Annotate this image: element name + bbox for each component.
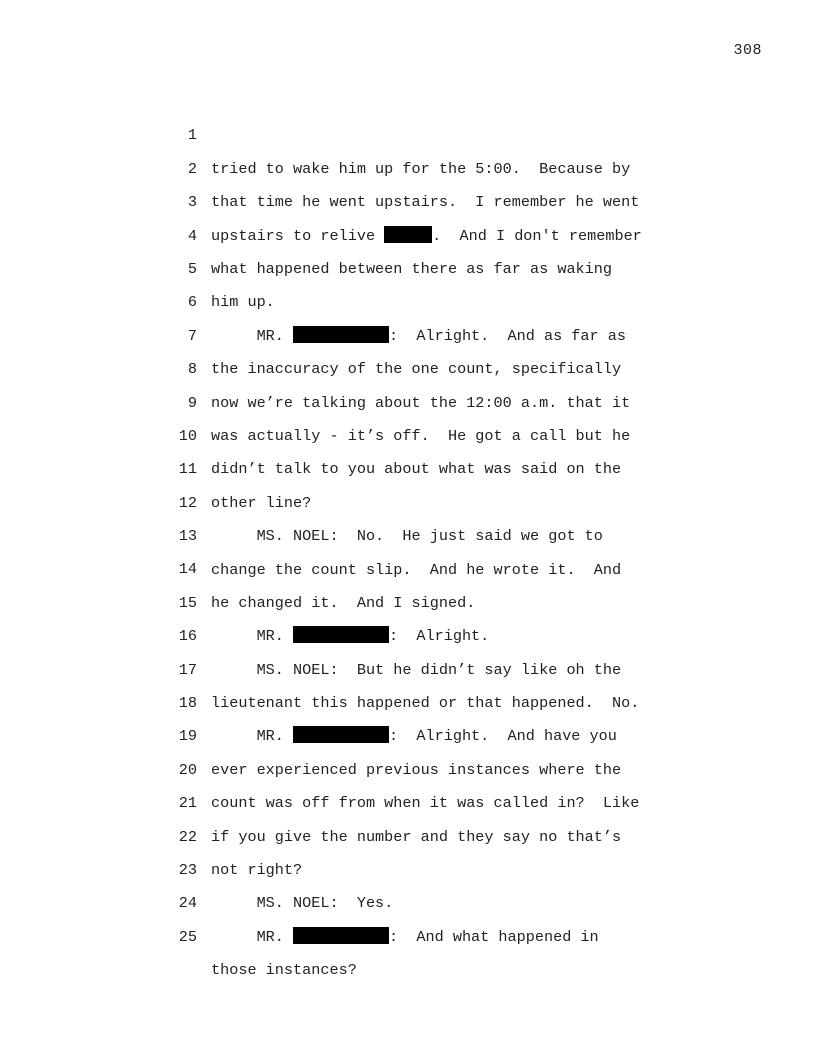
line-number: 14: [178, 560, 197, 579]
line-text: MR. : Alright. And as far as: [211, 326, 626, 345]
line-text: the inaccuracy of the one count, specifically: [211, 360, 622, 379]
line-number: 25: [178, 927, 197, 946]
line-number: 12: [178, 493, 197, 512]
line-number: 10: [178, 426, 197, 445]
line-text: other line?: [211, 493, 312, 512]
line-text: didn’t talk to you about what was said on the: [211, 460, 622, 479]
transcript-body: [0, 86, 816, 980]
line-text: MS. NOEL: Yes.: [211, 894, 394, 913]
line-text: tried to wake him up for the 5:00. Because by: [211, 159, 631, 178]
line-text: MS. NOEL: But he didn’t say like oh the: [211, 660, 622, 679]
line-text: what happened between there as far as waking: [211, 259, 613, 278]
line-number: 18: [178, 694, 197, 713]
line-text: count was off from when it was called in? Like: [211, 794, 640, 813]
redaction-bar: [293, 927, 389, 944]
line-number: 13: [178, 527, 197, 546]
line-text: MR. : Alright. And have you: [211, 727, 617, 746]
line-number: 20: [178, 760, 197, 779]
line-number: 3: [187, 193, 197, 212]
line-number: 9: [187, 393, 197, 412]
line-number: 15: [178, 593, 197, 612]
line-text: lieutenant this happened or that happened. No.: [211, 694, 640, 713]
line-text: not right?: [211, 861, 303, 880]
line-number: 7: [187, 326, 197, 345]
line-number: 6: [187, 293, 197, 312]
line-number: 8: [187, 360, 197, 379]
line-number: 17: [178, 660, 197, 679]
line-number: 21: [178, 794, 197, 813]
line-number: 22: [178, 827, 197, 846]
line-text: him up.: [211, 293, 275, 312]
line-number: 1: [187, 126, 197, 145]
line-text: if you give the number and they say no that’s: [211, 827, 622, 846]
page-number: 308: [733, 42, 762, 59]
line-number: 11: [178, 460, 197, 479]
line-text: MR. : Alright.: [211, 627, 490, 646]
line-number: 5: [187, 259, 197, 278]
line-number: 2: [187, 159, 197, 178]
line-text: upstairs to relive . And I don't remember: [211, 226, 642, 245]
line-text: MS. NOEL: No. He just said we got to: [211, 527, 603, 546]
line-number: 19: [178, 727, 197, 746]
line-text: now we’re talking about the 12:00 a.m. that it: [211, 393, 631, 412]
line-text: change the count slip. And he wrote it. And: [211, 560, 622, 579]
line-text: ever experienced previous instances where the: [211, 760, 622, 779]
line-text: MR. : And what happened in: [211, 927, 599, 946]
line-number: 16: [178, 627, 197, 646]
line-number: 23: [178, 861, 197, 879]
line-text: he changed it. And I signed.: [211, 593, 476, 612]
line-text: that time he went upstairs. I remember he went: [211, 193, 640, 212]
line-text: those instances?: [211, 961, 357, 980]
line-number: 4: [187, 226, 197, 245]
transcript-line: [0, 86, 816, 178]
line-text: was actually - it’s off. He got a call but he: [211, 426, 631, 445]
line-number: 24: [178, 894, 197, 913]
